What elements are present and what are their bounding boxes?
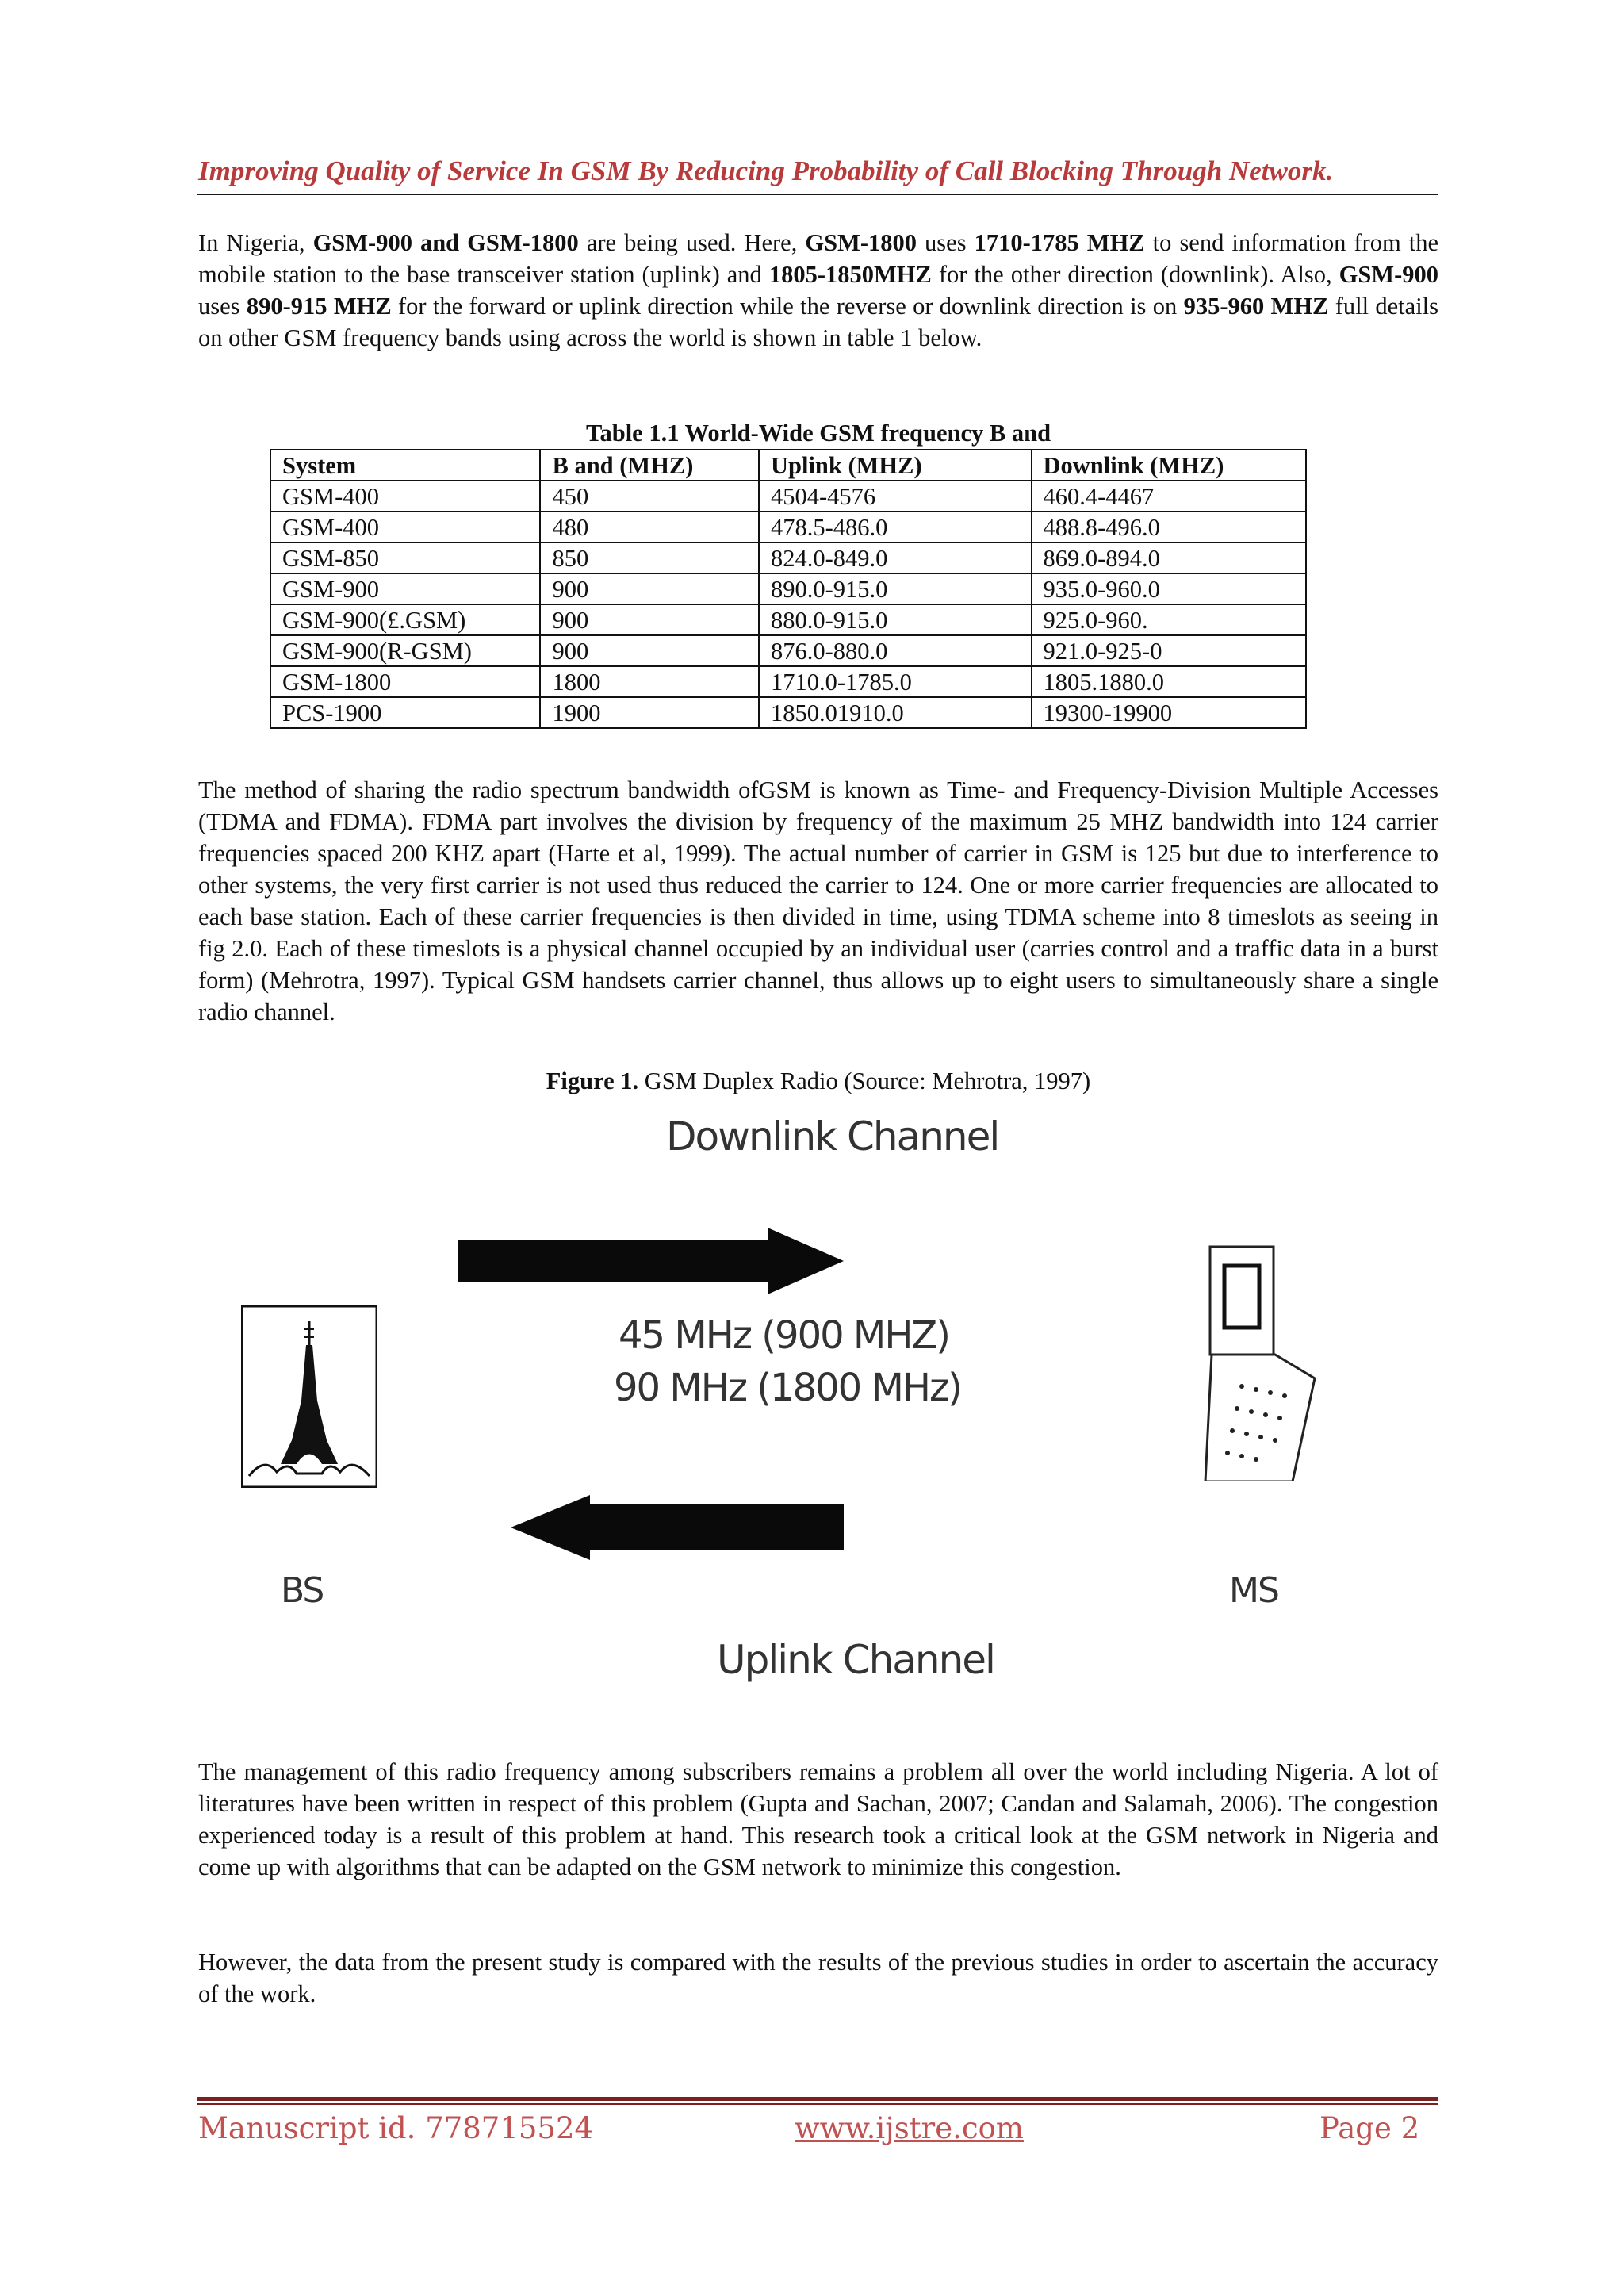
- table-row: [270, 666, 1306, 697]
- table-cell: 460.4-4467: [1032, 481, 1307, 512]
- table-cell: 824.0-849.0: [759, 542, 1032, 573]
- header-system: System: [270, 450, 540, 481]
- ms-label: MS: [1229, 1570, 1278, 1611]
- table-cell: 900: [540, 573, 759, 604]
- table-cell: GSM-400: [270, 481, 540, 512]
- header-uplink: Uplink (MHZ): [759, 450, 1032, 481]
- table-row: [270, 573, 1306, 604]
- header-downlink: Downlink (MHZ): [1032, 450, 1307, 481]
- table-cell: 880.0-915.0: [759, 604, 1032, 635]
- table-cell: 869.0-894.0: [1032, 542, 1307, 573]
- page-number: Page 2: [1320, 2111, 1420, 2145]
- frequency-label-1800: 90 MHz (1800 MHz): [614, 1366, 961, 1410]
- footer-rule: [197, 2097, 1438, 2101]
- table-cell: 1900: [540, 697, 759, 728]
- table-cell: 1850.01910.0: [759, 697, 1032, 728]
- table-row: [270, 481, 1306, 512]
- table-cell: GSM-1800: [270, 666, 540, 697]
- table-cell: 921.0-925-0: [1032, 635, 1307, 666]
- base-station-tower-icon: [241, 1305, 377, 1488]
- journal-website-link[interactable]: [795, 2111, 1024, 2145]
- comparison-paragraph: However, the data from the present study is compared with the results of the previous studies in order to ascertain the accuracy of the work.: [198, 1949, 1438, 2007]
- table-row: [270, 697, 1306, 728]
- table-cell: 1805.1880.0: [1032, 666, 1307, 697]
- table-cell: 876.0-880.0: [759, 635, 1032, 666]
- table-row: [270, 512, 1306, 542]
- table-cell: 900: [540, 635, 759, 666]
- table-cell: 935.0-960.0: [1032, 573, 1307, 604]
- figure-caption-text: GSM Duplex Radio (Source: Mehrotra, 1997): [638, 1068, 1091, 1094]
- tdma-paragraph: The method of sharing the radio spectrum bandwidth ofGSM is known as Time- and Frequency-Division Multiple Accesses (TDMA and FDMA). FDMA part involves the division by frequency of the maximum 25 MHZ bandwidth into 124 carrier frequencies spaced 200 KHZ apart (Harte et al, 1999). The actual number of carrier in GSM is 125 but due to interference to other systems, the very first carrier is not used thus reduced the carrier to 124. One or more carrier frequencies are allocated to each base station. Each of these carrier frequencies is then divided in time, using TDMA scheme into 8 timeslots as seeing in fig 2.0. Each of these timeslots is a physical channel occupied by an individual user (carries control and a traffic data in a burst form) (Mehrotra, 1997). Typical GSM handsets carrier channel, thus allows up to eight users to simultaneously share a single radio channel.: [198, 776, 1438, 1025]
- table-cell: GSM-900: [270, 573, 540, 604]
- frequency-label-900: 45 MHz (900 MHZ): [619, 1313, 950, 1358]
- table-row: [270, 635, 1306, 666]
- intro-paragraph: In Nigeria, GSM-900 and GSM-1800 are being used. Here, GSM-1800 uses 1710-1785 MHZ to send information from the mobile station to the base transceiver station (uplink) and 1805-1850MHZ for the other direction (downlink). Also, GSM-900 uses 890-915 MHZ for the forward or uplink direction while the reverse or downlink direction is on 935-960 MHZ full details on other GSM frequency bands using across the world is shown in table 1 below.: [198, 229, 1439, 351]
- duplex-radio-figure: [238, 1110, 1427, 1713]
- mobile-station-phone-icon: [1204, 1244, 1323, 1481]
- table-cell: GSM-400: [270, 512, 540, 542]
- table-cell: 1710.0-1785.0: [759, 666, 1032, 697]
- figure-label: Figure 1.: [546, 1068, 639, 1094]
- running-title: Improving Quality of Service In GSM By Reducing Probability of Call Blocking Through Network.: [198, 155, 1334, 186]
- title-rule: [197, 194, 1438, 195]
- table-header-row: [270, 450, 1306, 481]
- table-cell: 450: [540, 481, 759, 512]
- table-cell: 1800: [540, 666, 759, 697]
- table-cell: 890.0-915.0: [759, 573, 1032, 604]
- management-paragraph: The management of this radio frequency among subscribers remains a problem all over the world including Nigeria. A lot of literatures have been written in respect of this problem (Gupta and Sachan, 2007; Candan and Salamah, 2006). The congestion experienced today is a result of this problem at hand. This research took a critical look at the GSM network in Nigeria and come up with algorithms that can be adapted on the GSM network to minimize this congestion.: [198, 1758, 1438, 1880]
- table-cell: 488.8-496.0: [1032, 512, 1307, 542]
- downlink-label: Downlink Channel: [666, 1114, 999, 1159]
- table-row: [270, 604, 1306, 635]
- downlink-arrow-icon: [458, 1228, 844, 1294]
- table-cell: 900: [540, 604, 759, 635]
- table-cell: GSM-850: [270, 542, 540, 573]
- gsm-frequency-table: [270, 449, 1307, 729]
- table-cell: 4504-4576: [759, 481, 1032, 512]
- uplink-label: Uplink Channel: [717, 1637, 994, 1683]
- table-caption: Table 1.1 World-Wide GSM frequency B and: [585, 420, 1051, 447]
- footer-rule-thin: [197, 2103, 1438, 2105]
- table-cell: PCS-1900: [270, 697, 540, 728]
- table-cell: 850: [540, 542, 759, 573]
- table-cell: 480: [540, 512, 759, 542]
- bs-label: BS: [281, 1570, 324, 1611]
- manuscript-id: Manuscript id. 778715524: [198, 2111, 594, 2145]
- journal-website-anchor[interactable]: www.ijstre.com: [795, 2111, 1024, 2145]
- table-cell: GSM-900(£.GSM): [270, 604, 540, 635]
- uplink-arrow-icon: [511, 1495, 844, 1560]
- table-cell: GSM-900(R-GSM): [270, 635, 540, 666]
- table-cell: 19300-19900: [1032, 697, 1307, 728]
- figure-caption: [198, 1065, 1438, 1097]
- table-row: [270, 542, 1306, 573]
- header-band: B and (MHZ): [540, 450, 759, 481]
- table-cell: 478.5-486.0: [759, 512, 1032, 542]
- table-cell: 925.0-960.: [1032, 604, 1307, 635]
